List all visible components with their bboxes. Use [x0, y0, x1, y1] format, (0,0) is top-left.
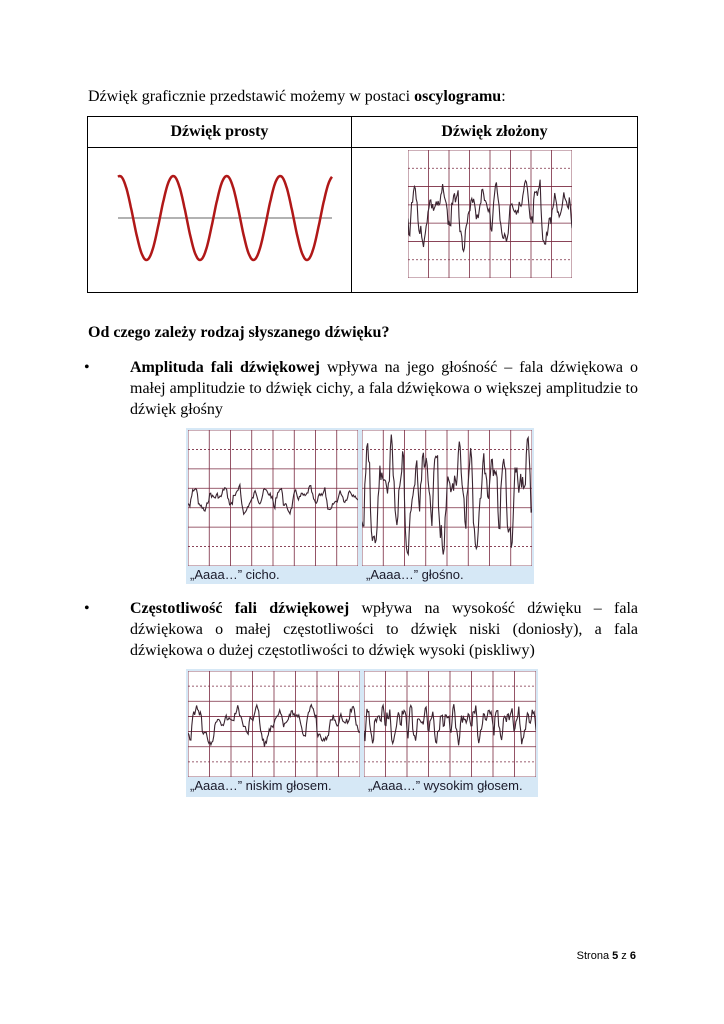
bullet-dot: •: [84, 600, 90, 617]
complex-sound-cell: [351, 148, 637, 293]
low-pitch-oscillogram: [188, 671, 360, 777]
intro-tail: :: [501, 88, 506, 105]
footer-total: 6: [629, 950, 636, 962]
intro-paragraph: [88, 88, 506, 106]
frequency-text: wpływa na wysokość dźwięku – fala dźwiękowa o małej częstotliwości to dźwięk niski (doniosły), a fala dźwiękowa o dużej częstotliwości to dźwięk wysoki (piskliwy): [130, 600, 638, 659]
section-question: Od czego zależy rodzaj słyszanego dźwięku?: [88, 324, 390, 341]
intro-text: Dźwięk graficznie przedstawić możemy w postaci: [88, 88, 415, 105]
amplitude-oscillograms: [186, 428, 534, 584]
footer-page: 5: [612, 950, 619, 962]
col-simple-sound-header: Dźwięk prosty: [88, 117, 352, 148]
caption-loud: „Aaaa…” głośno.: [366, 567, 464, 582]
amplitude-term: Amplituda fali dźwiękowej: [130, 359, 320, 376]
caption-low-pitch: „Aaaa…” niskim głosem.: [190, 778, 332, 793]
complex-wave-oscillogram: [408, 150, 572, 278]
complex-wave-svg: [408, 150, 572, 278]
footer-prefix: Strona: [576, 950, 613, 962]
caption-quiet: „Aaaa…” cicho.: [190, 567, 280, 582]
high-pitch-oscillogram: [364, 671, 536, 777]
oscillogram-table: [87, 116, 638, 293]
frequency-term: Częstotliwość fali dźwiękowej: [130, 600, 350, 617]
frequency-bullet: [84, 598, 638, 661]
simple-sound-cell: [88, 148, 352, 293]
bullet-dot: •: [84, 359, 90, 376]
col-complex-sound-header: Dźwięk złożony: [351, 117, 637, 148]
loud-oscillogram: [362, 430, 532, 566]
quiet-oscillogram: [188, 430, 358, 566]
amplitude-text: wpływa na jego głośność – fala dźwiękowa o małej amplitudzie to dźwięk cichy, a fala dźwiękowa o większej amplitudzie to dźwięk głośny: [130, 359, 639, 418]
footer-sep: z: [618, 950, 630, 962]
intro-bold-term: oscylogramu: [414, 88, 502, 105]
sine-wave-image: [88, 148, 362, 292]
caption-high-pitch: „Aaaa…” wysokim głosem.: [368, 778, 523, 793]
frequency-oscillograms: [186, 669, 538, 797]
page-footer: [577, 950, 636, 962]
amplitude-bullet: [84, 357, 639, 420]
